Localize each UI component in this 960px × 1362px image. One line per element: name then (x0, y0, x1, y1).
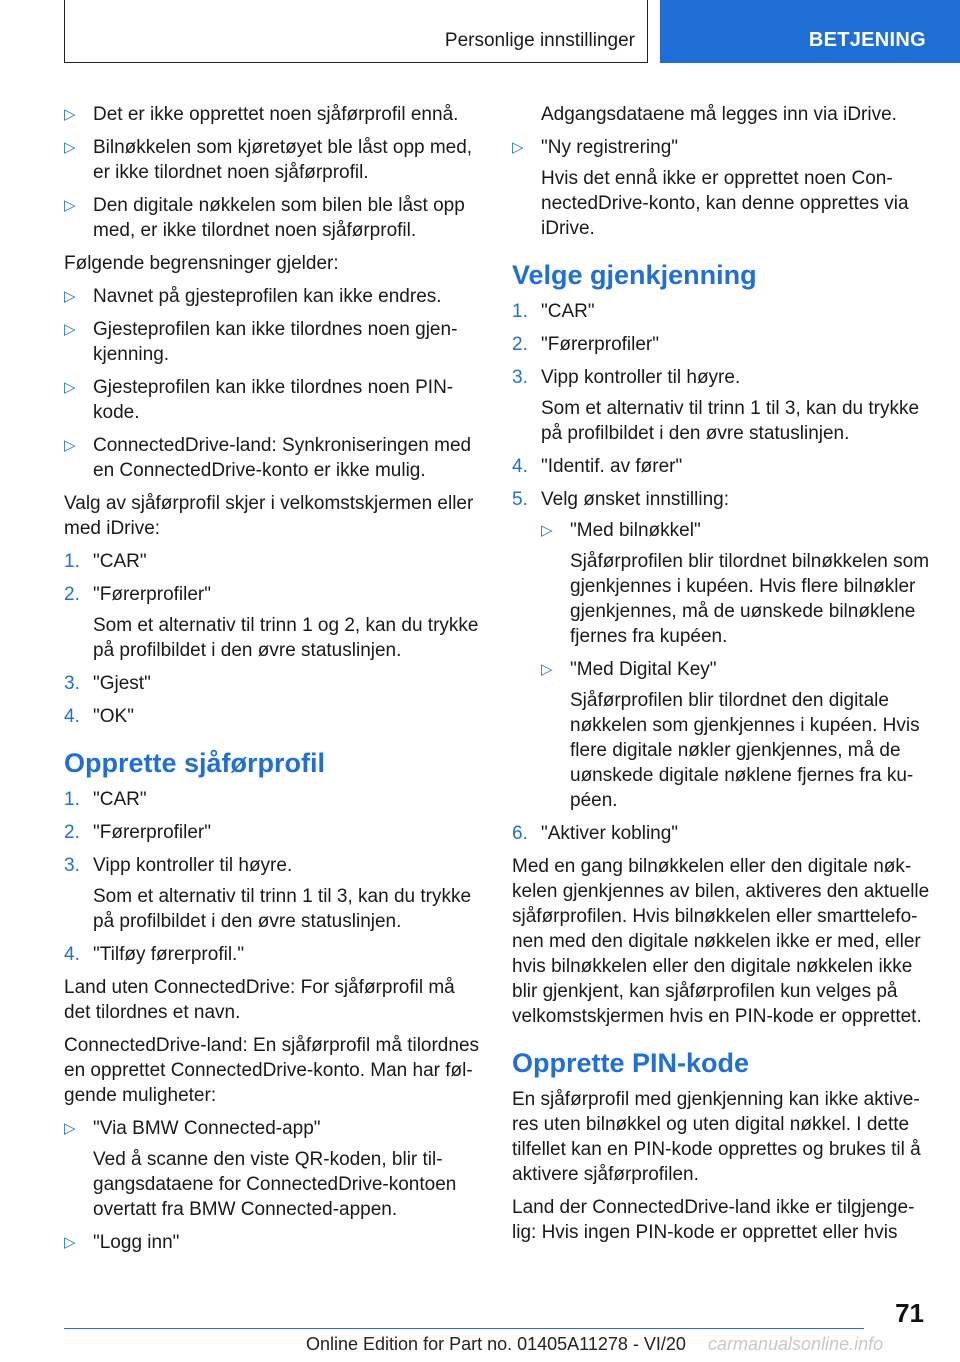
list-item: ▷ "Med Digital Key" Sjåførprofilen blir tilordnet den digitale nøkkelen som gjenkjennes i kupéen. Hvis flere digitale nøkler gjenkjennes, må de uønskede digitale nøklene fjernes fra kupéen. (541, 657, 932, 813)
footer-divider (64, 1328, 864, 1329)
page-header (0, 0, 960, 66)
step-number: 1. (64, 551, 80, 572)
item-note: Ved å scanne den viste QR-koden, blir tilgangsdataene for ConnectedDrive-kontoen overtatt fra BMW Connected-appen. (93, 1149, 457, 1220)
list-item: ▷ Gjesteprofilen kan ikke tilordnes noen gjenkjenning. (64, 319, 458, 365)
step-number: 4. (512, 456, 528, 477)
step-number: 5. (512, 489, 528, 510)
step-item: 4. "Tilføy førerprofil." (64, 944, 245, 965)
section-heading: Velge gjenkjenning (512, 260, 757, 290)
step-item: 4. "Identif. av fører" (512, 456, 683, 477)
step-note: Som et alternativ til trinn 1 og 2, kan du trykke på profilbildet i den øvre statuslinjen. (93, 615, 479, 661)
paragraph: ConnectedDrive-land: En sjåførprofil må tilordnes en opprettet ConnectedDrive-konto. Man har følgende muligheter: (64, 1035, 480, 1106)
step-item: 1. "CAR" (64, 789, 147, 810)
step-number: 3. (64, 673, 80, 694)
step-item: 1. "CAR" (64, 551, 147, 572)
step-number: 4. (64, 944, 80, 965)
triangle-bullet-icon: ▷ (541, 522, 553, 539)
chapter-title: BETJENING (808, 29, 926, 51)
edition-text: Online Edition for Part no. 01405A11278 - VI/20 (306, 1334, 686, 1354)
list-item-continued: Adgangsdataene må legges inn via iDrive. (541, 104, 897, 125)
paragraph: Følgende begrensninger gjelder: (64, 253, 339, 274)
step-number: 1. (512, 301, 528, 322)
section-title: Personlige innstillinger (444, 30, 635, 51)
list-item: ▷ Bilnøkkelen som kjøretøyet ble låst opp med, er ikke tilordnet noen sjåførprofil. (64, 137, 473, 183)
step-item: 2. "Førerprofiler" (64, 822, 211, 843)
list-item: ▷ Gjesteprofilen kan ikke tilordnes noen PIN-kode. (64, 377, 454, 423)
step-item: 5. Velg ønsket innstilling: ▷ "Med bilnøkkel" Sjåførprofilen blir tilordnet bilnøkkelen som gjenkjennes i kupéen. Hvis flere bilnøkler gjenkjennes, må de uønskede bilnøklene fjernes fra kupéen. ▷ "Med Digital Key" Sjåførprofilen blir tilordnet den digitale nøkkelen som gjenkjennes i kupéen. Hvis flere digitale nøkler gjenkjennes, må de uønskede digitale nøklene fjernes fra kupéen. (512, 487, 932, 813)
step-number: 4. (64, 706, 80, 727)
triangle-bullet-icon: ▷ (64, 197, 76, 214)
step-number: 6. (512, 823, 528, 844)
step-number: 3. (512, 367, 528, 388)
step-number: 3. (64, 855, 80, 876)
paragraph: Land der ConnectedDrive-land ikke er tilgjengelig: Hvis ingen PIN-kode er opprettet eller hvis (512, 1197, 915, 1243)
step-note: Som et alternativ til trinn 1 til 3, kan du trykke på profilbildet i den øvre statuslinjen. (541, 398, 920, 444)
step-item: 3. "Gjest" (64, 673, 151, 694)
item-note: Sjåførprofilen blir tilordnet bilnøkkelen som gjenkjennes i kupéen. Hvis flere bilnøkler gjenkjennes, må de uønskede bilnøklene fjernes fra kupéen. (570, 551, 930, 647)
list-item: ▷ ConnectedDrive-land: Synkroniseringen med en ConnectedDrive-konto er ikke mulig. (64, 435, 472, 481)
paragraph: Land uten ConnectedDrive: For sjåførprofil må det tilordnes et navn. (64, 977, 455, 1023)
triangle-bullet-icon: ▷ (64, 321, 76, 338)
step-item: 6. "Aktiver kobling" (512, 823, 679, 844)
triangle-bullet-icon: ▷ (541, 661, 553, 678)
paragraph: Med en gang bilnøkkelen eller den digitale nøkkelen gjenkjennes av bilen, aktiveres den aktuelle sjåførprofilen. Hvis bilnøkkelen eller smarttelefonen med den digitale nøkkelen ikke er med, eller hvis bilnøkkelen eller den digitale nøkkelen ikke blir gjenkjent, kan sjåførprofilen kun velges på velkomstskjermen hvis en PIN-kode er opprettet. (512, 856, 930, 1027)
step-note: Som et alternativ til trinn 1 til 3, kan du trykke på profilbildet i den øvre statuslinjen. (93, 886, 472, 932)
triangle-bullet-icon: ▷ (64, 437, 76, 454)
step-number: 2. (512, 334, 528, 355)
triangle-bullet-icon: ▷ (64, 1234, 76, 1251)
section-heading: Opprette sjåførprofil (64, 748, 326, 778)
right-column (512, 102, 932, 1253)
list-item: ▷ Det er ikke opprettet noen sjåførprofil ennå. (64, 104, 459, 125)
step-item: 3. Vipp kontroller til høyre. Som et alternativ til trinn 1 til 3, kan du trykke på profilbildet i den øvre statuslinjen. (64, 853, 482, 934)
step-item: 2. "Førerprofiler" (512, 334, 659, 355)
list-item: ▷ "Logg inn" (64, 1232, 180, 1253)
step-number: 2. (64, 822, 80, 843)
list-item: ▷ "Via BMW Connected-app" Ved å scanne den viste QR-koden, blir tilgangsdataene for ConnectedDrive-kontoen overtatt fra BMW Connected-appen. (64, 1116, 482, 1222)
triangle-bullet-icon: ▷ (64, 1120, 76, 1137)
step-item: 3. Vipp kontroller til høyre. Som et alternativ til trinn 1 til 3, kan du trykke på profilbildet i den øvre statuslinjen. (512, 365, 932, 446)
item-note: Hvis det ennå ikke er opprettet noen ConnectedDrive-konto, kan denne opprettes via iDrive. (541, 168, 909, 239)
item-note: Sjåførprofilen blir tilordnet den digitale nøkkelen som gjenkjennes i kupéen. Hvis flere digitale nøkler gjenkjennes, må de uønskede digitale nøklene fjernes fra kupéen. (570, 690, 920, 811)
step-item: 2. "Førerprofiler" Som et alternativ til trinn 1 og 2, kan du trykke på profilbildet i den øvre statuslinjen. (64, 582, 482, 663)
paragraph: En sjåførprofil med gjenkjenning kan ikke aktiveres uten bilnøkkel og uten digital nøkkel. I dette tilfellet kan en PIN-kode opprettes og brukes til å aktivere sjåførprofilen. (512, 1089, 921, 1185)
triangle-bullet-icon: ▷ (64, 139, 76, 156)
triangle-bullet-icon: ▷ (64, 106, 76, 123)
left-column (64, 102, 482, 1263)
watermark: carmanualsonline.info (708, 1334, 884, 1354)
paragraph: Valg av sjåførprofil skjer i velkomstskjermen eller med iDrive: (64, 493, 474, 539)
page-number: 71 (895, 1298, 924, 1328)
triangle-bullet-icon: ▷ (64, 379, 76, 396)
triangle-bullet-icon: ▷ (512, 139, 524, 156)
list-item: ▷ Navnet på gjesteprofilen kan ikke endres. (64, 286, 442, 307)
section-heading: Opprette PIN-kode (512, 1048, 750, 1078)
section-header-box (64, 0, 648, 63)
nested-options (541, 518, 932, 813)
step-item: 4. "OK" (64, 706, 134, 727)
step-number: 1. (64, 789, 80, 810)
chapter-tab (660, 0, 960, 63)
step-item: 1. "CAR" (512, 301, 595, 322)
list-item: ▷ "Ny registrering" Hvis det ennå ikke er opprettet noen ConnectedDrive-konto, kan denne opprettes via iDrive. (512, 135, 932, 241)
step-number: 2. (64, 584, 80, 605)
list-item: ▷ Den digitale nøkkelen som bilen ble låst opp med, er ikke tilordnet noen sjåførprofil. (64, 195, 465, 241)
list-item: ▷ "Med bilnøkkel" Sjåførprofilen blir tilordnet bilnøkkelen som gjenkjennes i kupéen. Hvis flere bilnøkler gjenkjennes, må de uønskede bilnøklene fjernes fra kupéen. (541, 518, 932, 649)
triangle-bullet-icon: ▷ (64, 288, 76, 305)
